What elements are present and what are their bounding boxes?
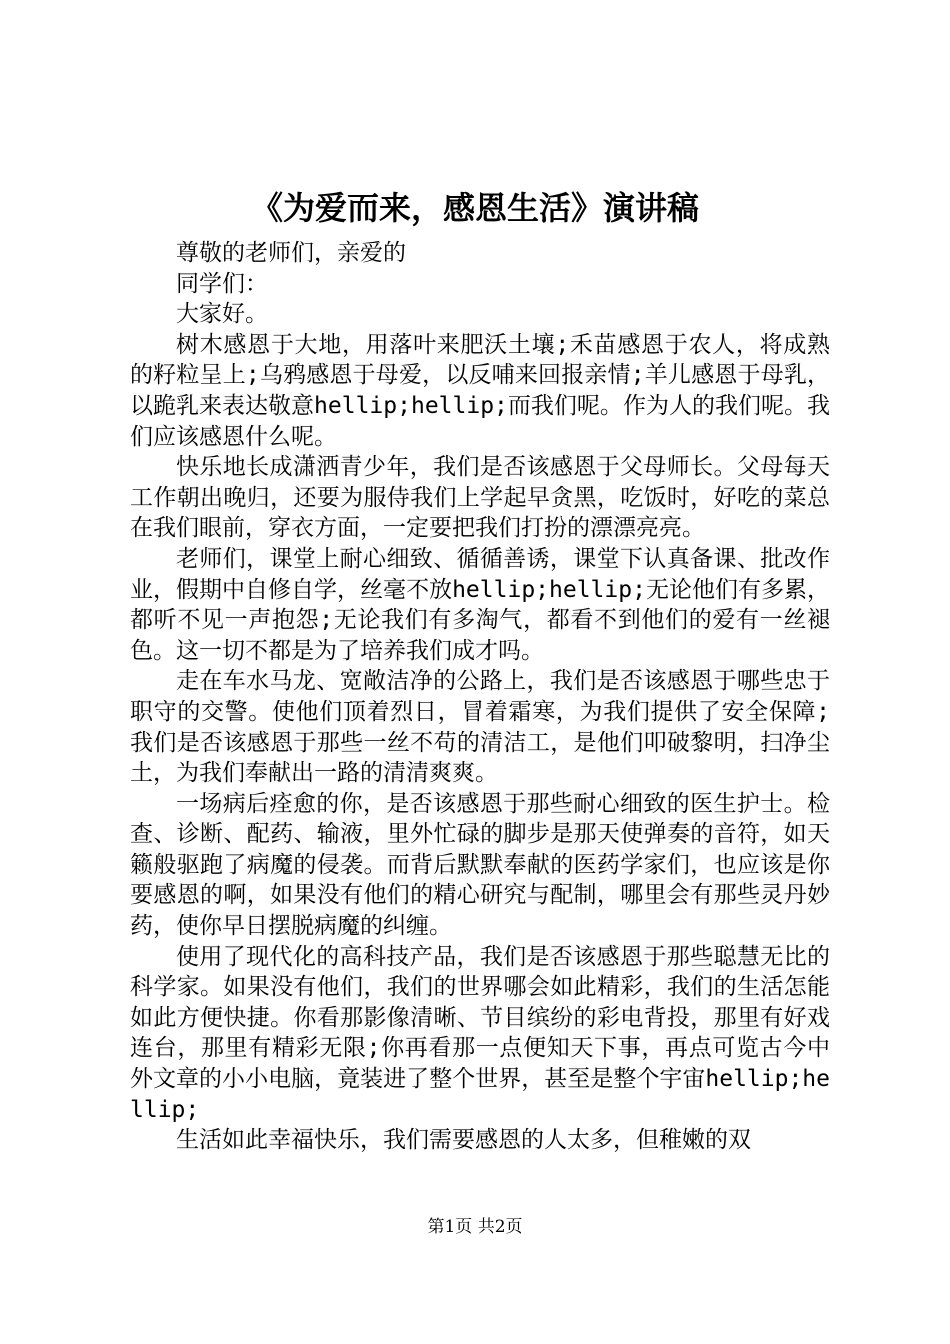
paragraph-teachers: 老师们，课堂上耐心细致、循循善诱，课堂下认真备课、批改作业，假期中自修自学，丝毫不放hellip;hellip;无论他们有多累，都听不见一声抱怨;无论我们有多淘气，都看不到他们的爱有一丝褪色。这一切不都是为了培养我们成才吗。 bbox=[130, 545, 830, 664]
paragraph-greeting-1: 尊敬的老师们，亲爱的 bbox=[176, 240, 406, 266]
paragraph-greeting-2: 同学们： bbox=[176, 270, 268, 297]
paragraph-parents: 快乐地长成潇洒青少年，我们是否该感恩于父母师长。父母每天工作朝出晚归，还要为服侍我们上学起早贪黑，吃饭时，好吃的菜总在我们眼前，穿衣方面，一定要把我们打扮的漂漂亮亮。 bbox=[130, 454, 830, 542]
paragraph-doctors: 一场病后痊愈的你，是否该感恩于那些耐心细致的医生护士。检查、诊断、配药、输液，里外忙碌的脚步是那天使弹奏的音符，如天籁般驱跑了病魔的侵袭。而背后默默奉献的医药学家们，也应该是你要感恩的啊，如果没有他们的精心研究与配制，哪里会有那些灵丹妙药，使你早日摆脱病魔的纠缠。 bbox=[130, 790, 830, 940]
document-title: 《为爱而来，感恩生活》演讲稿 bbox=[250, 189, 699, 227]
paragraph-closing-partial: 生活如此幸福快乐，我们需要感恩的人太多，但稚嫩的双 bbox=[176, 1127, 751, 1154]
paragraph-scientists: 使用了现代化的高科技产品，我们是否该感恩于那些聪慧无比的科学家。如果没有他们，我们的世界哪会如此精彩，我们的生活怎能如此方便快捷。你看那影像清晰、节目缤纷的彩电背投，那里有好戏连台，那里有精彩无限;你再看那一点便知天下事，再点可览古今中外文章的小小电脑，竟装进了整个世界，甚至是整个宇宙hellip;hellip; bbox=[130, 943, 830, 1123]
page-number-footer: 第1页 共2页 bbox=[427, 1217, 523, 1237]
paragraph-greeting-3: 大家好。 bbox=[176, 301, 268, 328]
document-body bbox=[130, 238, 830, 1156]
paragraph-traffic-police: 走在车水马龙、宽敞洁净的公路上，我们是否该感恩于哪些忠于职守的交警。使他们顶着烈日，冒着霜寒，为我们提供了安全保障;我们是否该感恩于那些一丝不苟的清洁工，是他们叩破黎明，扫净尘土，为我们奉献出一路的清清爽爽。 bbox=[130, 668, 830, 787]
paragraph-nature-gratitude: 树木感恩于大地，用落叶来肥沃土壤;禾苗感恩于农人，将成熟的籽粒呈上;乌鸦感恩于母爱，以反哺来回报亲情;羊儿感恩于母乳，以跪乳来表达敬意hellip;hellip;而我们呢。作为人的我们呢。我们应该感恩什么呢。 bbox=[130, 331, 830, 450]
